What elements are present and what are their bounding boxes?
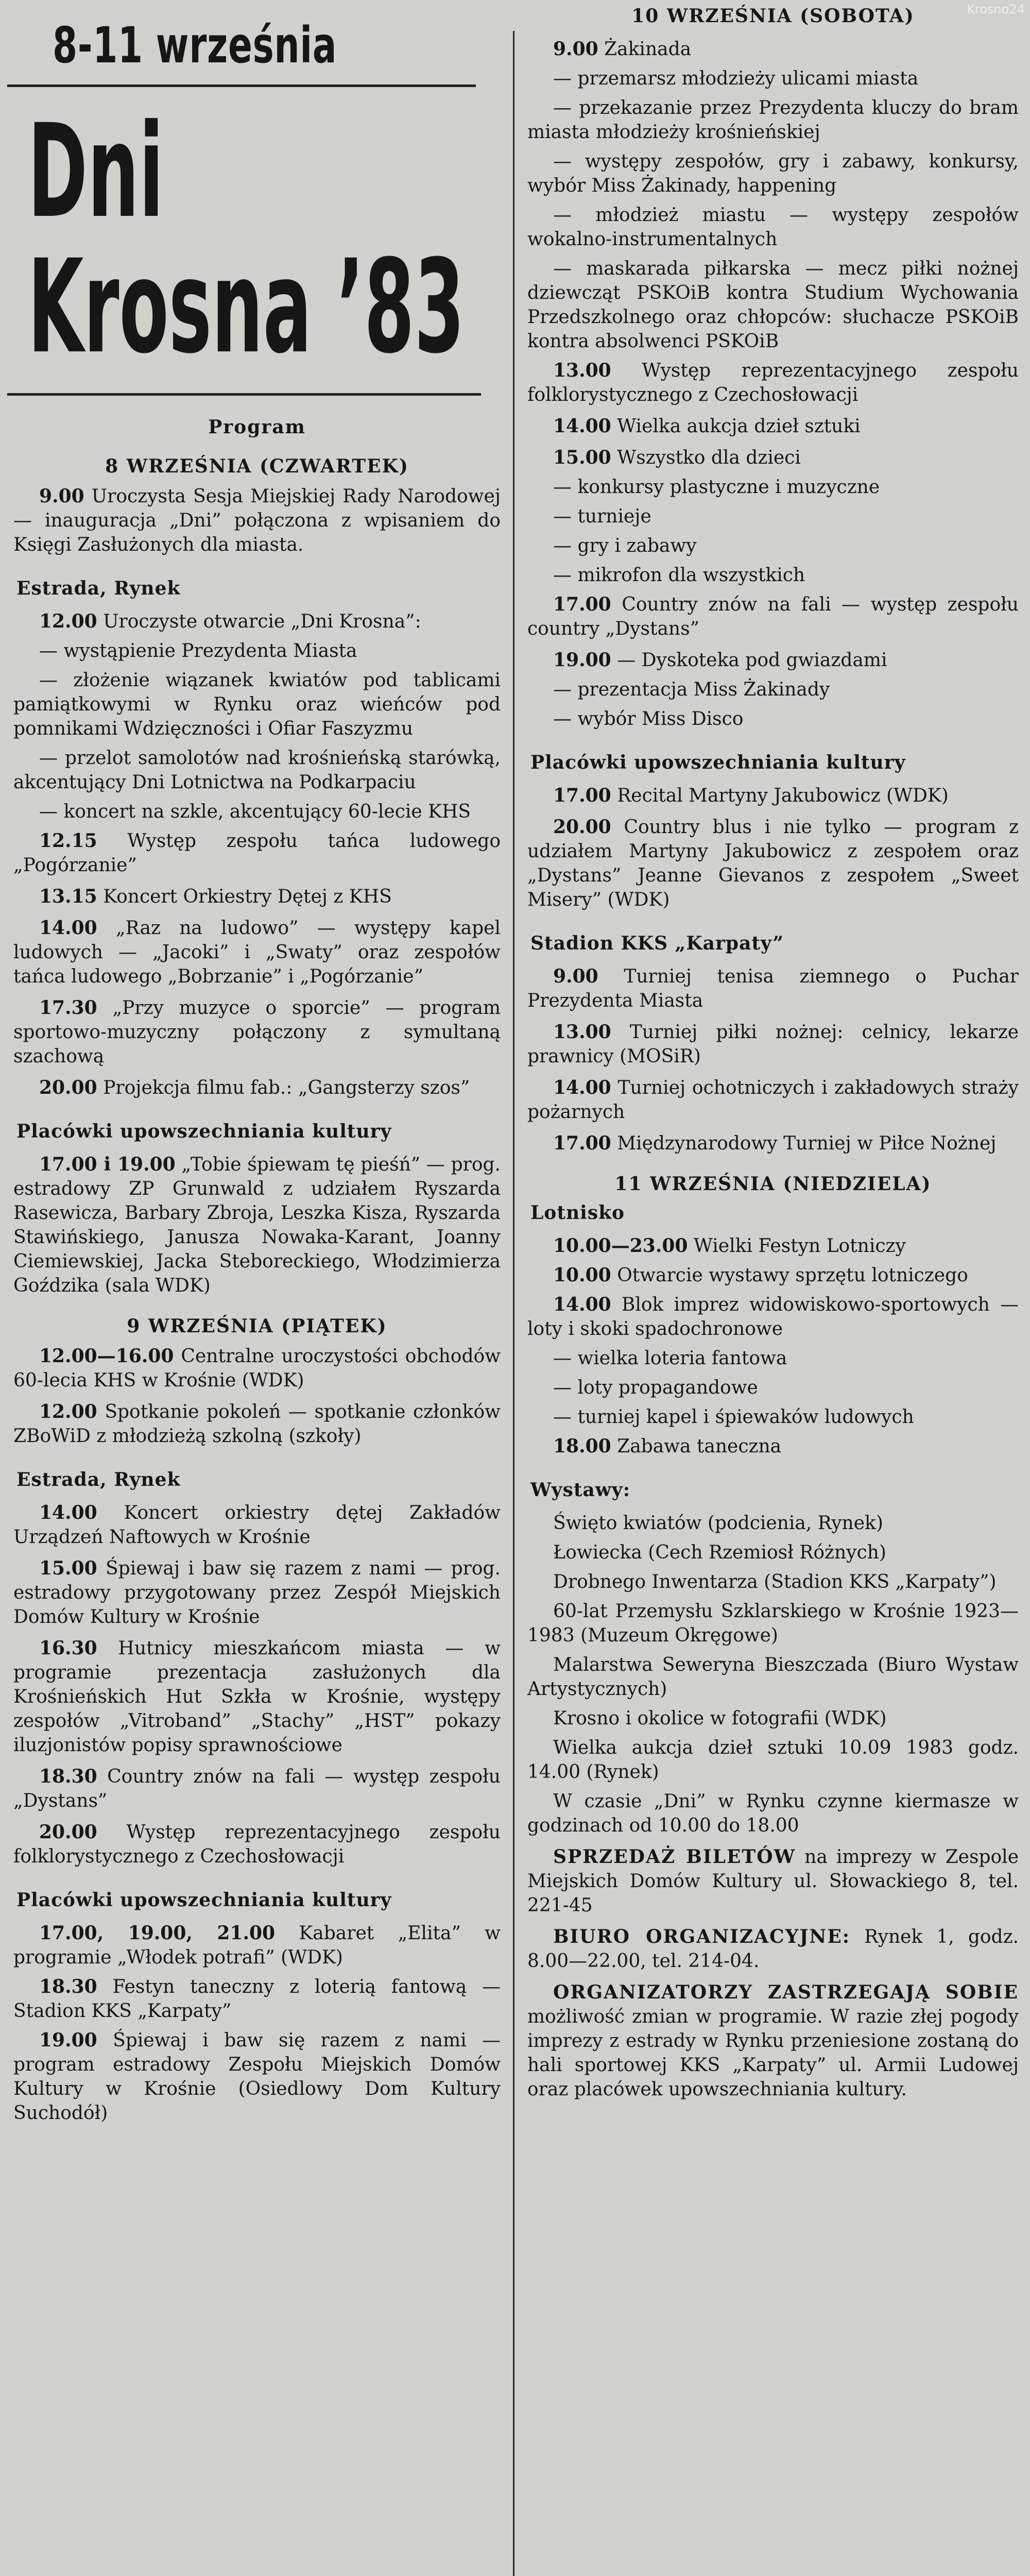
date-range-heading: 8-11 września bbox=[53, 16, 337, 74]
entry: — turnieje bbox=[553, 506, 651, 527]
entry: 13.15 Koncert Orkiestry Dętej z KHS bbox=[39, 886, 392, 907]
entry: 14.00 Koncert orkiestry dętej Zakładów Urządzeń Naftowych w Krośnie bbox=[13, 1502, 501, 1548]
entry: — przekazanie przez Prezydenta kluczy do bram miasta młodzieży krośnieńskiej bbox=[527, 97, 1019, 143]
entry: 9.00 Turniej tenisa ziemnego o Puchar Prezydenta Miasta bbox=[527, 965, 1019, 1011]
entry: — loty propagandowe bbox=[553, 1377, 758, 1398]
title-line-1: Dni bbox=[28, 96, 164, 246]
entry: — koncert na szkle, akcentujący 60-lecie KHS bbox=[39, 801, 471, 822]
entry: 15.00 Śpiewaj i baw się razem z nami — prog. estradowy przygotowany przez Zespół Miejskich Domów Kultury w Krośnie bbox=[13, 1557, 501, 1628]
entry: — gry i zabawy bbox=[553, 535, 697, 556]
entry: Łowiecka (Cech Rzemiosł Różnych) bbox=[553, 1542, 886, 1563]
entry: 20.00 Country blus i nie tylko — program z udziałem Martyny Jakubowicz z zespołem oraz „Dystans” Jeanne Gievanos z zespołem „Sweet Misery” (WDK) bbox=[527, 816, 1019, 910]
entry: — przelot samolotów nad krośnieńską starówką, akcentujący Dni Lotnictwa na Podkarpaciu bbox=[13, 748, 501, 793]
entry: — wystąpienie Prezydenta Miasta bbox=[39, 640, 357, 662]
entry: 14.00 Blok imprez widowiskowo-sportowych — loty i skoki spadochronowe bbox=[527, 1294, 1019, 1340]
section-heading: Stadion KKS „Karpaty” bbox=[530, 933, 784, 954]
day-heading-8: 8 WRZEŚNIA (CZWARTEK) bbox=[105, 455, 409, 477]
entry: — wielka loteria fantowa bbox=[553, 1348, 787, 1369]
entry: 14.00 Turniej ochotniczych i zakładowych straży pożarnych bbox=[527, 1077, 1019, 1123]
title-rule bbox=[7, 393, 481, 396]
right-column bbox=[521, 0, 1025, 2109]
title-line-2: Krosna ’83 bbox=[28, 232, 465, 382]
entry: — mikrofon dla wszystkich bbox=[553, 565, 805, 586]
section-heading: Estrada, Rynek bbox=[16, 1469, 181, 1490]
entry: 20.00 Występ reprezentacyjnego zespołu folklorystycznego z Czechosłowacji bbox=[13, 1821, 501, 1867]
entry: 60-lat Przemysłu Szklarskiego w Krośnie 1923—1983 (Muzeum Okręgowe) bbox=[527, 1601, 1019, 1646]
column-divider bbox=[513, 31, 514, 2576]
entry: — występy zespołów, gry i zabawy, konkursy, wybór Miss Żakinady, happening bbox=[527, 151, 1019, 196]
entry: 17.00, 19.00, 21.00 Kabaret „Elita” w programie „Włodek potrafi” (WDK) bbox=[13, 1922, 501, 1968]
organizing-office: BIURO ORGANIZACYJNE: Rynek 1, godz. 8.00—22.00, tel. 214-04. bbox=[527, 1926, 1019, 1972]
day-heading-10: 10 WRZEŚNIA (SOBOTA) bbox=[631, 5, 915, 27]
entry: 9.00 Uroczysta Sesja Miejskiej Rady Narodowej — inauguracja „Dni” połączona z wpisaniem do Księgi Zasłużonych dla miasta. bbox=[13, 485, 501, 555]
section-heading: Lotnisko bbox=[530, 1202, 625, 1224]
entry: 13.00 Turniej piłki nożnej: celnicy, lekarze prawnicy (MOSiR) bbox=[527, 1021, 1019, 1067]
entry: 17.00 Recital Martyny Jakubowicz (WDK) bbox=[553, 785, 949, 806]
heading-rule bbox=[7, 84, 476, 87]
entry: 10.00 Otwarcie wystawy sprzętu lotniczego bbox=[553, 1264, 968, 1286]
entry: 17.00 Country znów na fali — występ zespołu country „Dystans” bbox=[527, 594, 1019, 639]
entry: 18.30 Country znów na fali — występ zespołu „Dystans” bbox=[13, 1766, 501, 1811]
entry: — konkursy plastyczne i muzyczne bbox=[553, 477, 880, 498]
entry: — młodzież miastu — występy zespołów wokalno-instrumentalnych bbox=[527, 205, 1019, 250]
entry: 14.00 „Raz na ludowo” — występy kapel ludowych — „Jacoki” i „Swaty” oraz zespołów tańca ludowego „Bobrzanie” i „Pogórzanie” bbox=[13, 917, 501, 987]
entry: Krosno i okolice w fotografii (WDK) bbox=[553, 1708, 887, 1729]
entry: 17.00 Międzynarodowy Turniej w Piłce Nożnej bbox=[553, 1132, 997, 1154]
section-heading: Placówki upowszechniania kultury bbox=[16, 1121, 392, 1142]
entry: 14.00 Wielka aukcja dzieł sztuki bbox=[553, 415, 861, 437]
entry: W czasie „Dni” w Rynku czynne kiermasze w godzinach od 10.00 do 18.00 bbox=[527, 1791, 1019, 1836]
entry: 16.30 Hutnicy mieszkańcom miasta — w programie prezentacja zasłużonych dla Krośnieńskich Hut Szkła w Krośnie, występy zespołów „Vitroband” „Stachy” „HST” pokazy iluzjonistów popisy sprawnościowe bbox=[13, 1637, 501, 1756]
entry: 12.00 Uroczyste otwarcie „Dni Krosna”: bbox=[39, 611, 421, 632]
entry: Święto kwiatów (podcienia, Rynek) bbox=[553, 1513, 883, 1534]
entry: — wybór Miss Disco bbox=[553, 708, 744, 730]
day-heading-11: 11 WRZEŚNIA (NIEDZIELA) bbox=[614, 1173, 932, 1195]
entry: 12.15 Występ zespołu tańca ludowego „Pogórzanie” bbox=[13, 830, 501, 876]
entry: Drobnego Inwentarza (Stadion KKS „Karpaty”) bbox=[553, 1571, 997, 1592]
entry: — prezentacja Miss Żakinady bbox=[553, 679, 830, 700]
entry: — turniej kapel i śpiewaków ludowych bbox=[553, 1406, 914, 1428]
entry: — złożenie wiązanek kwiatów pod tablicami pamiątkowymi w Rynku oraz wieńców pod pomnikami Wdzięczności i Ofiar Faszyzmu bbox=[13, 670, 501, 739]
left-column bbox=[7, 0, 507, 2130]
entry: 12.00 Spotkanie pokoleń — spotkanie członków ZBoWiD z młodzieżą szkolną (szkoły) bbox=[13, 1401, 501, 1447]
section-heading: Placówki upowszechniania kultury bbox=[530, 752, 906, 773]
program-label: Program bbox=[208, 416, 306, 438]
entry: 12.00—16.00 Centralne uroczystości obchodów 60-lecia KHS w Krośnie (WDK) bbox=[13, 1345, 501, 1391]
entry: 17.00 i 19.00 „Tobie śpiewam tę pieśń” — prog. estradowy ZP Grunwald z udziałem Ryszarda Rasewicza, Barbary Zbroja, Leszka Kisza, Ryszarda Stawińskiego, Janusza Nowaka-Karant, Joanny Ciemiewskiej, Jacka Steboreckiego, Włodzimierza Goździka (sala WDK) bbox=[13, 1154, 501, 1296]
entry: 20.00 Projekcja filmu fab.: „Gangsterzy szos” bbox=[39, 1077, 470, 1098]
day-heading-9: 9 WRZEŚNIA (PIĄTEK) bbox=[127, 1315, 387, 1337]
entry: 13.00 Występ reprezentacyjnego zespołu folklorystycznego z Czechosłowacji bbox=[527, 360, 1019, 405]
watermark: Krosno24 bbox=[967, 2, 1025, 16]
entry: 18.30 Festyn taneczny z loterią fantową — Stadion KKS „Karpaty” bbox=[13, 1976, 501, 2022]
section-heading: Estrada, Rynek bbox=[16, 578, 181, 599]
entry: 17.30 „Przy muzyce o sporcie” — program sportowo-muzyczny połączony z symultaną szachową bbox=[13, 997, 501, 1067]
entry: Malarstwa Seweryna Bieszczada (Biuro Wystaw Artystycznych) bbox=[527, 1654, 1019, 1700]
entry: — przemarsz młodzieży ulicami miasta bbox=[553, 68, 919, 89]
entry: Wielka aukcja dzieł sztuki 10.09 1983 godz. 14.00 (Rynek) bbox=[527, 1737, 1019, 1783]
entry: 18.00 Zabawa taneczna bbox=[553, 1435, 782, 1457]
section-heading: Placówki upowszechniania kultury bbox=[16, 1889, 392, 1911]
entry: 19.00 Śpiewaj i baw się razem z nami — program estradowy Zespołu Miejskich Domów Kultury w Krośnie (Osiedlowy Dom Kultury Suchodół) bbox=[13, 2029, 501, 2124]
entry: 19.00 — Dyskoteka pod gwiazdami bbox=[553, 649, 887, 671]
section-heading: Wystawy: bbox=[530, 1479, 630, 1501]
entry: — maskarada piłkarska — mecz piłki nożnej dziewcząt PSKOiB kontra Studium Wychowania Przedszkolnego oraz chłopców: słuchacze PSKOiB kontra absolwenci PSKOiB bbox=[527, 258, 1019, 352]
organizers-notice: ORGANIZATORZY ZASTRZEGAJĄ SOBIE możliwość zmian w programie. W razie złej pogody imprezy z estrady w Rynku przeniesione zostaną do hali sportowej KKS „Karpaty” ul. Armii Ludowej oraz placówek upowszechniania kultury. bbox=[527, 1981, 1019, 2100]
entry: 10.00—23.00 Wielki Festyn Lotniczy bbox=[553, 1235, 906, 1257]
entry: 15.00 Wszystko dla dzieci bbox=[553, 447, 801, 468]
ticket-sales: SPRZEDAŻ BILETÓW na imprezy w Zespole Miejskich Domów Kultury ul. Słowackiego 8, tel. 221-45 bbox=[527, 1846, 1019, 1916]
entry: 9.00 Żakinada bbox=[553, 38, 692, 60]
